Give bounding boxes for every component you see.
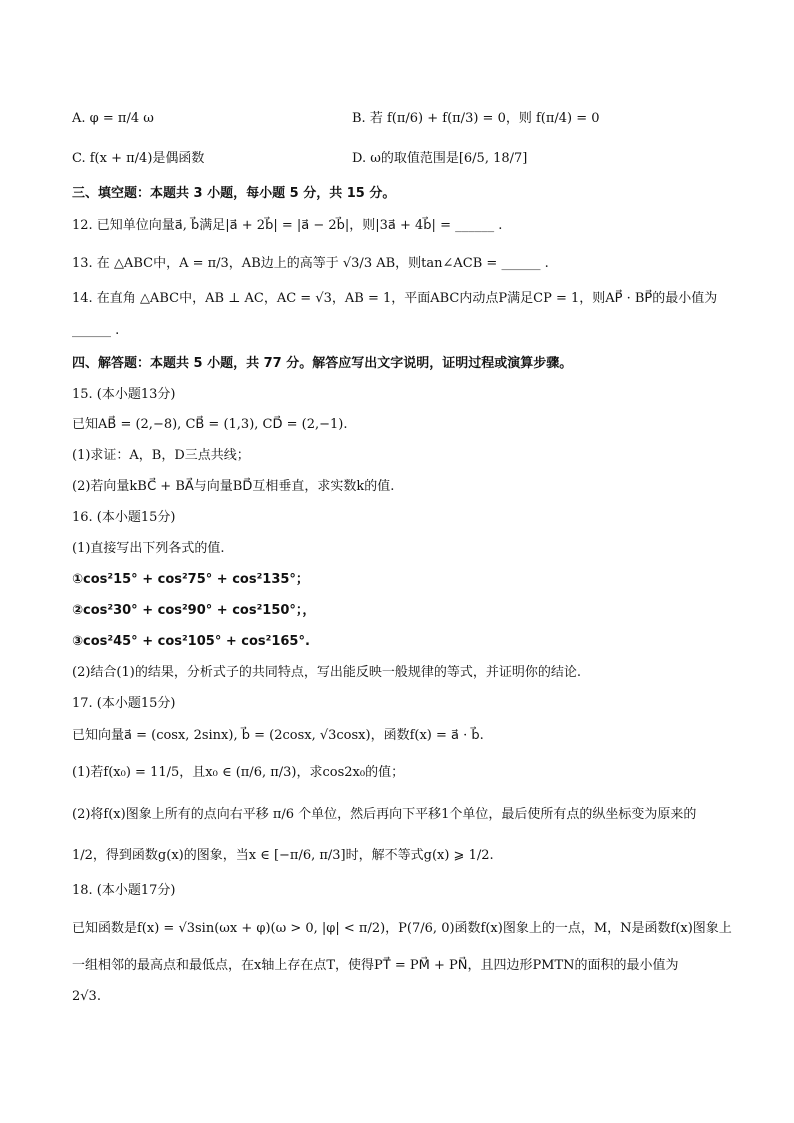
question-17-stem: 已知向量a⃗ = (cosx, 2sinx), b⃗ = (2cosx, √3cosx)，函数f(x) = a⃗ · b⃗.	[72, 728, 484, 743]
option-d: D. ω的取值范围是[6/5, 18/7]	[352, 151, 528, 166]
question-17-title: 17. (本小题15分)	[72, 696, 176, 711]
question-14-line1: 14. 在直角 △ABC中，AB ⊥ AC，AC = √3，AB = 1，平面ABC内动点P满足CP = 1，则AP⃗ · BP⃗的最小值为	[72, 291, 718, 306]
question-16-part1: (1)直接写出下列各式的值.	[72, 541, 225, 556]
question-15-part1: (1)求证：A，B，D三点共线；	[72, 448, 250, 463]
question-16-title: 16. (本小题15分)	[72, 510, 176, 525]
question-17-part2-line2: 1/2，得到函数g(x)的图象，当x ∈ [−π/6, π/3]时，解不等式g(x) ⩾ 1/2.	[72, 848, 494, 863]
section3-heading: 三、填空题：本题共 3 小题，每小题 5 分，共 15 分。	[72, 186, 396, 201]
question-15-stem: 已知AB⃗ = (2,−8), CB⃗ = (1,3), CD⃗ = (2,−1).	[72, 417, 348, 432]
question-13: 13. 在 △ABC中，A = π/3，AB边上的高等于 √3/3 AB，则tan∠ACB = ______ .	[72, 256, 549, 271]
question-17-part2-line1: (2)将f(x)图象上所有的点向右平移 π/6 个单位，然后再向下平移1个单位，最后使所有点的纵坐标变为原来的	[72, 807, 697, 822]
question-16-part2: (2)结合(1)的结果，分析式子的共同特点，写出能反映一般规律的等式，并证明你的结论.	[72, 665, 581, 680]
question-14-line2: ______ .	[72, 323, 120, 338]
question-16-expr3: ③cos²45° + cos²105° + cos²165°.	[72, 634, 310, 649]
section4-heading: 四、解答题：本题共 5 小题，共 77 分。解答应写出文字说明，证明过程或演算步骤。	[72, 356, 573, 371]
option-c: C. f(x + π/4)是偶函数	[72, 151, 205, 166]
question-18-title: 18. (本小题17分)	[72, 883, 176, 898]
option-b: B. 若 f(π/6) + f(π/3) = 0，则 f(π/4) = 0	[352, 111, 600, 126]
question-18-line3: 2√3.	[72, 989, 101, 1004]
question-16-expr2: ②cos²30° + cos²90° + cos²150°；，	[72, 603, 316, 618]
question-18-line2: 一组相邻的最高点和最低点，在x轴上存在点T，使得PT⃗ = PM⃗ + PN⃗，且四边形PMTN的面积的最小值为	[72, 958, 679, 973]
question-17-part1: (1)若f(x₀) = 11/5，且x₀ ∈ (π/6, π/3)，求cos2x₀的值；	[72, 765, 405, 780]
option-a: A. φ = π/4 ω	[72, 111, 154, 126]
question-15-title: 15. (本小题13分)	[72, 387, 176, 402]
question-15-part2: (2)若向量kBC⃗ + BA⃗与向量BD⃗互相垂直，求实数k的值.	[72, 479, 395, 494]
question-16-expr1: ①cos²15° + cos²75° + cos²135°；	[72, 572, 309, 587]
question-18-line1: 已知函数是f(x) = √3sin(ωx + φ)(ω > 0, |φ| < π/2)，P(7/6, 0)函数f(x)图象上的一点，M，N是函数f(x)图象上	[72, 921, 732, 936]
question-12: 12. 已知单位向量a⃗, b⃗满足|a⃗ + 2b⃗| = |a⃗ − 2b⃗|，则|3a⃗ + 4b⃗| = ______ .	[72, 218, 503, 233]
